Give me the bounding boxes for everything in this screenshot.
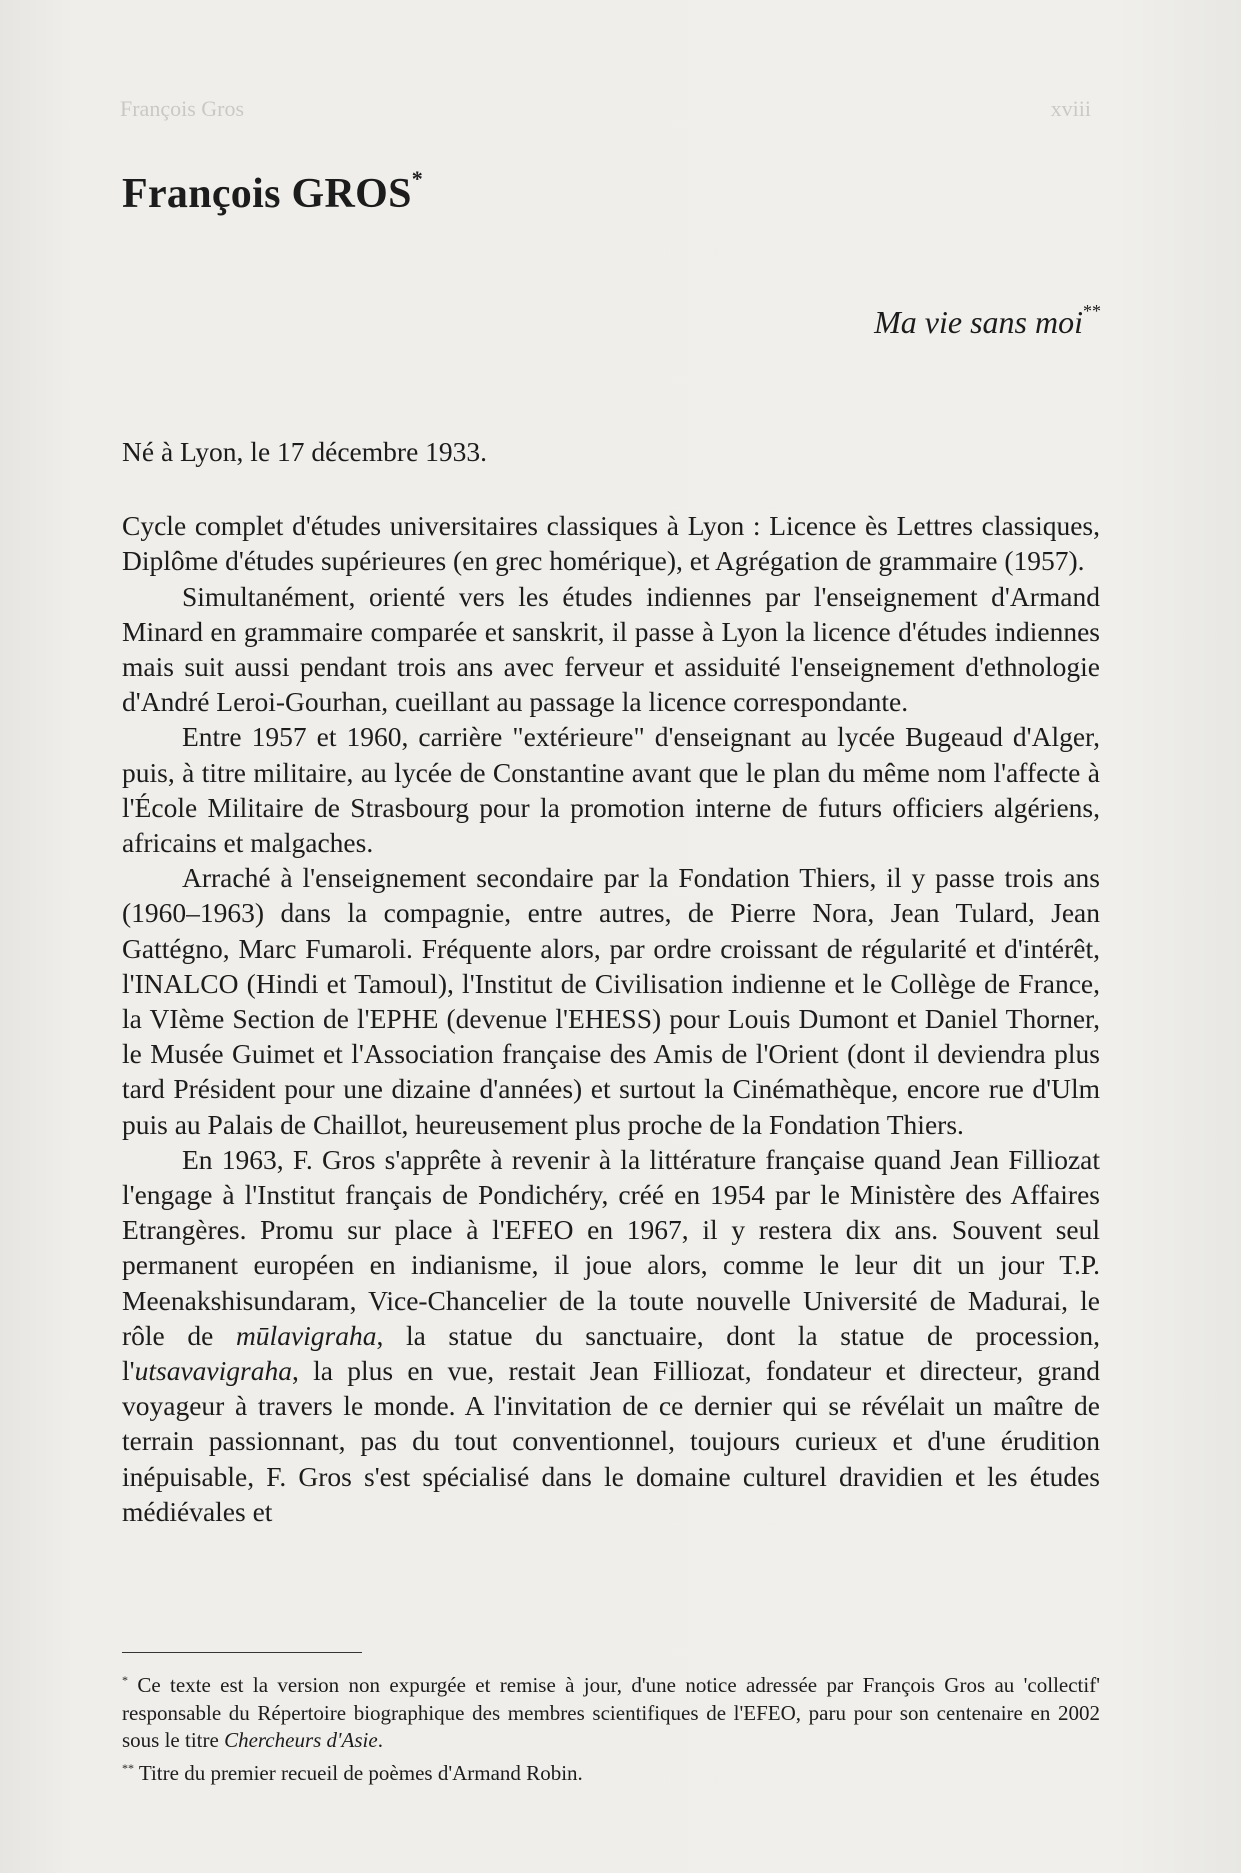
page-title <box>122 166 424 218</box>
footnote-2-mark: ** <box>122 1760 134 1775</box>
title-footnote-mark: * <box>411 166 424 191</box>
paragraph-studies: Cycle complet d'études universitaires classiques à Lyon : Licence ès Lettres classiques, Diplôme d'études supérieures (en grec homérique), et Agrégation de grammaire (1957). <box>122 510 1100 577</box>
footnote-divider <box>122 1652 362 1653</box>
epigraph-text: Ma vie sans moi <box>874 304 1083 340</box>
running-header-showthrough <box>120 96 1091 126</box>
epigraph <box>874 301 1101 341</box>
term-mulavigraha: mūlavigraha <box>235 1319 377 1351</box>
footnote-1-mark: * <box>122 1673 128 1687</box>
paragraph-fondation-thiers: Arraché à l'enseignement secondaire par la Fondation Thiers, il y passe trois ans (1960–1963) dans la compagnie, entre autres, de Pierre Nora, Jean Tulard, Jean Gattégno, Marc Fumaroli. Fréquente alors, par ordre croissant de régularité et d'intérêt, l'INALCO (Hindi et Tamoul), l'Institut de Civilisation indienne et le Collège de France, la VIème Section de l'EPHE (devenue l'EHESS) pour Louis Dumont et Daniel Thorner, le Musée Guimet et l'Association française des Amis de l'Orient (dont il deviendra plus tard Président pour une dizaine d'années) et surtout la Cinémathèque, encore rue d'Ulm puis au Palais de Chaillot, heureusement plus proche de la Fondation Thiers. <box>122 862 1100 1140</box>
footnote-1-end: . <box>377 1728 383 1752</box>
body-text <box>122 434 1100 1529</box>
footnote-1-text: Ce texte est la version non expurgée et remise à jour, d'une notice adressée par François Gros au 'collectif' responsable du Répertoire biographique des membres scientifiques de l'EFEO, paru pour son centenaire en 2002 sous le titre <box>122 1673 1100 1752</box>
term-utsavavigraha: utsavavigraha <box>134 1355 292 1387</box>
footnote-1-title: Chercheurs d'Asie <box>224 1728 378 1752</box>
paragraph-pondichery-part-a: En 1963, F. Gros s'apprête à revenir à la littérature française quand Jean Filliozat l'engage à l'Institut français de Pondichéry, créé en 1954 par le Ministère des Affaires Etrangères. Promu sur place à l'EFEO en 1967, il y restera dix ans. Souvent seul permanent européen en indianisme, il joue alors, comme le leur dit un jour T.P. Meenakshisundaram, Vice-Chancelier de la toute nouvelle Université de Madurai, le rôle de <box>122 1143 1100 1351</box>
footnote-1 <box>122 1667 1100 1755</box>
footnote-2-text: Titre du premier recueil de poèmes d'Armand Robin. <box>134 1760 583 1785</box>
paragraph-birth: Né à Lyon, le 17 décembre 1933. <box>122 436 488 467</box>
paragraph-pondichery-part-b: , la statue du sanctuaire, dont la statue de procession, l' <box>122 1319 1101 1387</box>
paragraph-teaching: Entre 1957 et 1960, carrière "extérieure" d'enseignant au lycée Bugeaud d'Alger, puis, à titre militaire, au lycée de Constantine avant que le plan du même nom l'affecte à l'École Militaire de Strasbourg pour la promotion interne de futurs officiers algériens, africains et malgaches. <box>122 721 1100 859</box>
title-text: François GROS <box>122 171 412 217</box>
running-header-left: François Gros <box>120 96 245 121</box>
footnote-2 <box>122 1755 1100 1788</box>
running-header-right: xviii <box>1050 96 1091 121</box>
paragraph-indian-studies: Simultanément, orienté vers les études indiennes par l'enseignement d'Armand Minard en grammaire comparée et sanskrit, il passe à Lyon la licence d'études indiennes mais suit aussi pendant trois ans avec ferveur et assiduité l'enseignement d'ethnologie d'André Leroi-Gourhan, cueillant au passage la licence correspondante. <box>122 580 1100 718</box>
paragraph-pondichery <box>122 1142 1100 1529</box>
epigraph-footnote-mark: ** <box>1083 301 1101 322</box>
footnotes <box>122 1667 1100 1787</box>
paragraph-pondichery-part-c: , la plus en vue, restait Jean Filliozat, fondateur et directeur, grand voyageur à travers le monde. A l'invitation de ce dernier qui se révélait un maître de terrain passionnant, pas du tout conventionnel, toujours curieux et d'une érudition inépuisable, F. Gros s'est spécialisé dans le domaine culturel dravidien et les études médiévales et <box>122 1355 1100 1527</box>
